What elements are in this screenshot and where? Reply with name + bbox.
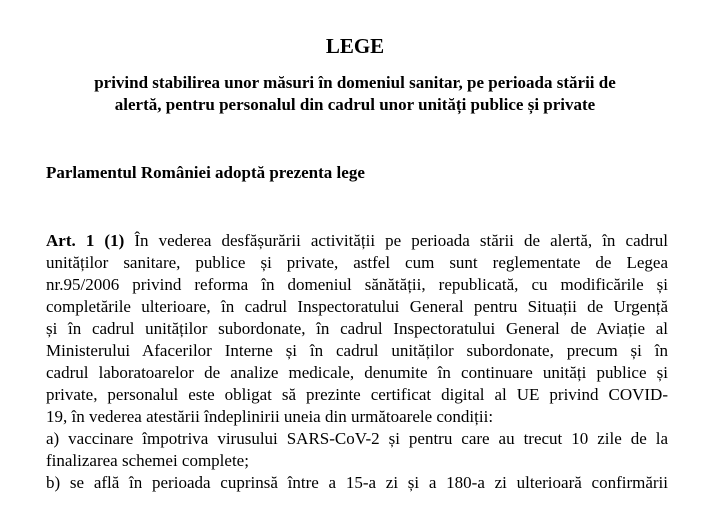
article-line: private, personalul este obligat să prezinte certificat digital al UE privind COVID- [46, 385, 668, 404]
law-subtitle [40, 72, 670, 116]
article-line: cadrul laboratoarelor de analize medicale, denumite în continuare unități publice și [46, 363, 668, 382]
law-title: LEGE [325, 34, 385, 58]
article-line: nr.95/2006 privind reforma în domeniul sănătății, republicată, cu modificările și [46, 275, 668, 294]
article-line [46, 230, 668, 252]
article-text: În vederea desfășurării activității pe perioada stării de alertă, în cadrul [124, 231, 668, 250]
article-line: finalizarea schemei complete; [46, 451, 249, 470]
article-1 [46, 230, 668, 494]
adoption-statement: Parlamentul României adoptă prezenta lege [46, 163, 365, 182]
article-line: 19, în vederea atestării îndeplinirii uneia din următoarele condiții: [46, 407, 494, 426]
article-line: completările ulterioare, în cadrul Inspectoratului General pentru Situații de Urgență [46, 297, 668, 316]
article-line: a) vaccinare împotriva virusului SARS-CoV-2 și pentru care au trecut 10 zile de la [46, 429, 668, 448]
subtitle-line-1: privind stabilirea unor măsuri în domeniul sanitar, pe perioada stării de [94, 73, 616, 92]
article-line: Ministerului Afacerilor Interne și în cadrul unităților subordonate, precum și în [46, 341, 668, 360]
article-label: Art. 1 (1) [46, 231, 125, 250]
article-line: b) se află în perioada cuprinsă între a 15-a zi și a 180-a zi ulterioară confirmării [46, 473, 668, 492]
article-line: și în cadrul unităților subordonate, în cadrul Inspectoratului General de Aviație al [46, 319, 668, 338]
article-line: unităților sanitare, publice și private, astfel cum sunt reglementate de Legea [46, 253, 668, 272]
subtitle-line-2: alertă, pentru personalul din cadrul unor unități publice și private [114, 95, 596, 114]
